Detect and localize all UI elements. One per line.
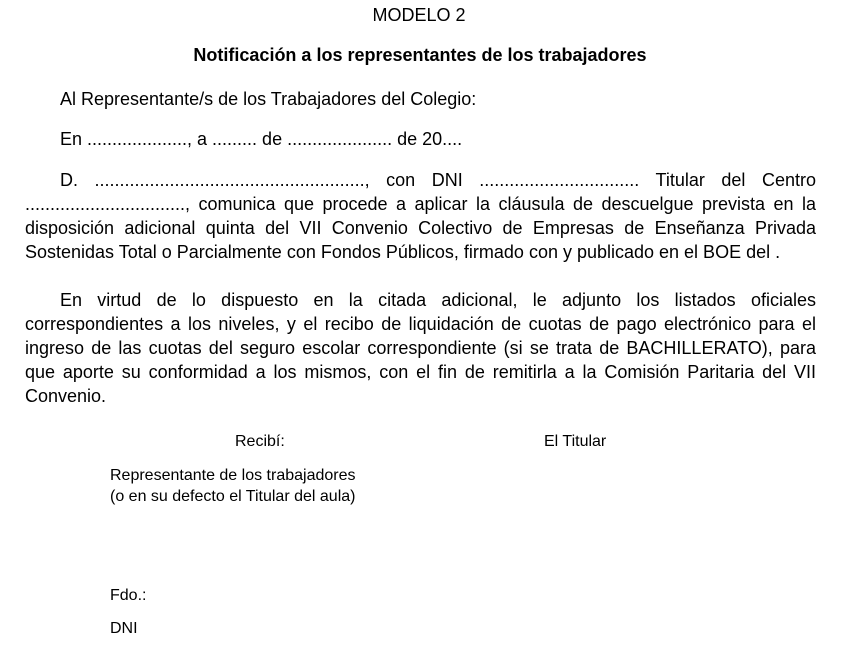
- signed-label: Fdo.:: [110, 587, 147, 604]
- representative-block: [110, 465, 356, 507]
- representative-line-2: (o en su defecto el Titular del aula): [110, 488, 356, 505]
- attachment-paragraph: En virtud de lo dispuesto en la citada adicional, le adjunto los listados oficiales correspondientes a los niveles, y el recibo de liquidación de cuotas de pago electrónico para el ingreso de las cuotas del seguro escolar correspondiente (si se trata de BACHILLERATO), para que aporte su conformidad a los mismos, con el fin de remitirla a la Comisión Paritaria del VII Convenio.: [25, 290, 816, 406]
- place-date-line: En ...................., a ......... de ..................... de 20....: [60, 129, 463, 149]
- model-label: MODELO 2: [372, 5, 466, 25]
- received-label: Recibí:: [235, 433, 285, 450]
- document-title: Notificación a los representantes de los trabajadores: [193, 45, 647, 65]
- addressee-line: Al Representante/s de los Trabajadores del Colegio:: [60, 89, 477, 109]
- dni-label: DNI: [110, 620, 138, 637]
- representative-line-1: Representante de los trabajadores: [110, 467, 356, 484]
- owner-label: El Titular: [544, 433, 607, 450]
- notification-paragraph: D. ......................................................, con DNI ................................ Titular del Centro ................................, comunica que procede a aplicar la cláusula de descuelgue prevista en la disposición adicional quinta del VII Convenio Colectivo de Empresas de Enseñanza Privada Sostenidas Total o Parcialmente con Fondos Públicos, firmado con y publicado en el BOE del .: [25, 170, 816, 262]
